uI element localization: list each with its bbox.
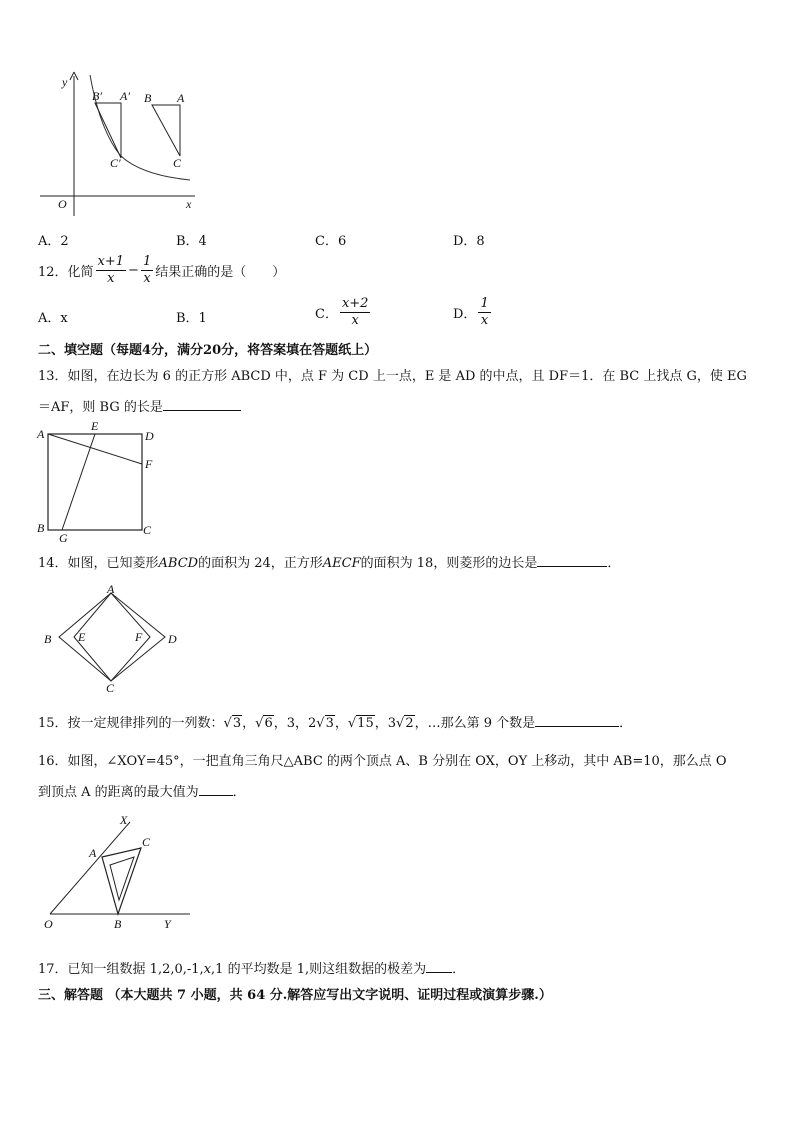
q17-variable-x: x — [203, 962, 212, 977]
q11-option-b: B．4 — [176, 234, 207, 249]
fig13-label-e: E — [91, 419, 99, 433]
q15-answer-blank — [535, 714, 619, 727]
fig13-label-b: B — [37, 521, 45, 535]
q12-option-d-fraction — [478, 296, 490, 329]
q11-option-c: C．6 — [315, 234, 347, 249]
radical-sign: √ — [347, 716, 357, 731]
q15-term-6 — [396, 716, 415, 731]
q12-f1-numerator: x+1 — [97, 254, 125, 269]
q15-term-2-radicand: 6 — [264, 716, 273, 731]
q15-term-2 — [255, 716, 274, 731]
q12-c-numerator: x+2 — [341, 296, 369, 311]
section-3-heading: 三、解答题 （本大题共 7 小题，共 64 分.解答应写出文字说明、证明过程或演算步骤.） — [38, 988, 552, 1003]
q13-line-1: 13．如图，在边长为 6 的正方形 ABCD 中，点 F 为 CD 上一点，E 是 AD 的中点，且 DF＝1．在 BC 上找点 G，使 EG — [38, 369, 747, 384]
q12-d-numerator: 1 — [480, 296, 489, 311]
q12-option-c-fraction — [340, 296, 371, 329]
q15-term-4 — [316, 716, 335, 731]
q15-term-4-radicand: 3 — [325, 716, 334, 731]
q11-option-a: A．2 — [38, 234, 69, 249]
fig11-label-cp: C′ — [110, 156, 121, 170]
fig13-label-c: C — [143, 523, 152, 537]
fig13-label-a: A — [37, 427, 45, 441]
fig14-label-f: F — [135, 630, 143, 644]
section-2-heading: 二、填空题（每题4分，满分20分，将答案填在答题纸上） — [38, 343, 378, 358]
q12-tail: 结果正确的是（ ） — [155, 265, 286, 280]
q13-answer-blank — [163, 398, 241, 411]
q14-question — [38, 552, 620, 571]
q17-question — [38, 958, 465, 977]
radical-sign: √ — [255, 716, 264, 731]
q16-answer-blank — [199, 783, 233, 796]
fig16-label-x: X — [120, 813, 128, 827]
q13-line-2 — [38, 396, 241, 415]
fig14-label-b: B — [44, 632, 52, 646]
fig11-label-a: A — [177, 91, 185, 105]
q15-prefix: 15．按一定规律排列的一列数： — [38, 716, 224, 731]
q13-line-2-text: ＝AF，则 BG 的长是 — [38, 400, 163, 415]
q12-f2-numerator: 1 — [142, 254, 152, 269]
q12-minus: − — [128, 263, 139, 278]
q16-line-2 — [38, 781, 246, 800]
fig11-label-c: C — [173, 156, 182, 170]
fig16-label-a: A — [89, 846, 97, 860]
fig14-label-d: D — [168, 632, 177, 646]
q12-c-denominator: x — [351, 313, 359, 328]
fig14-label-e: E — [78, 630, 86, 644]
q17-prefix: 17．已知一组数据 1,2,0,-1, — [38, 962, 204, 977]
fig13-label-g: G — [59, 531, 68, 545]
q15-end: ． — [619, 716, 633, 731]
q12-f2-denominator: x — [143, 271, 151, 286]
q16-line-2-text: 到顶点 A 的距离的最大值为 — [38, 785, 199, 800]
fig11-label-b: B — [144, 91, 152, 105]
q15-question — [38, 712, 632, 731]
q14-abcd: ABCD — [158, 556, 199, 571]
q15-term-1-radicand: 3 — [232, 716, 242, 731]
fig16-label-o: O — [44, 917, 53, 931]
q12-question — [38, 254, 285, 287]
fig13-label-d: D — [145, 429, 154, 443]
radical-sign: √ — [316, 716, 325, 731]
q13-figure — [35, 420, 165, 545]
q11-figure — [30, 70, 210, 220]
fig11-label-bp: B′ — [92, 89, 102, 103]
fig11-label-y: y — [62, 75, 68, 89]
q16-figure — [40, 812, 200, 937]
q15-term-5 — [348, 716, 375, 731]
q12-f1-denominator: x — [107, 271, 115, 286]
q15-separator-2: ，3， — [273, 716, 308, 731]
q15-term-6-radicand: 2 — [405, 716, 414, 731]
q17-end: ． — [452, 962, 466, 977]
q15-term-1 — [224, 716, 243, 731]
q11-option-d: D．8 — [453, 234, 485, 249]
q15-separator-1: ， — [242, 716, 256, 731]
q12-fraction-2 — [141, 254, 153, 287]
fig13-label-f: F — [145, 457, 153, 471]
q15-separator-4: ， — [374, 716, 388, 731]
q12-option-a: A．x — [38, 311, 68, 326]
q15-term-4-coefficient: 2 — [308, 716, 317, 731]
q12-option-b: B．1 — [176, 311, 207, 326]
radical-sign: √ — [223, 716, 232, 731]
q12-prefix: 12．化简 — [38, 265, 94, 280]
q14-answer-blank — [537, 554, 607, 567]
q14-aecf: AECF — [322, 556, 361, 571]
fig16-label-y: Y — [164, 917, 171, 931]
q15-separator-3: ， — [334, 716, 348, 731]
q14-prefix: 14．如图，已知菱形 — [38, 556, 159, 571]
fig14-label-c: C — [106, 681, 115, 695]
q14-middle: 的面积为 24，正方形 — [198, 556, 323, 571]
q14-figure — [40, 582, 185, 695]
q17-post: ,1 的平均数是 1,则这组数据的极差为 — [211, 962, 427, 977]
q14-post: 的面积为 18，则菱形的边长是 — [360, 556, 538, 571]
fig11-label-ap: A′ — [120, 89, 130, 103]
q12-option-d-label: D． — [453, 307, 477, 322]
q15-term-6-coefficient: 3 — [387, 716, 397, 731]
q16-end: ． — [232, 785, 246, 800]
q12-fraction-1 — [96, 254, 127, 287]
q15-post: ，…那么第 9 个数是 — [414, 716, 536, 731]
q16-line-1: 16．如图，∠XOY=45°，一把直角三角尺△ABC 的两个顶点 A、B 分别在 OX，OY 上移动，其中 AB=10，那么点 O — [38, 754, 727, 769]
q14-end: ． — [607, 556, 621, 571]
fig16-label-b: B — [114, 917, 122, 931]
fig14-label-a: A — [107, 582, 115, 596]
q12-d-denominator: x — [480, 313, 489, 328]
q12-option-c — [315, 296, 372, 329]
q15-term-5-radicand: 15 — [357, 716, 374, 731]
q12-option-c-label: C． — [315, 307, 338, 322]
fig16-label-c: C — [142, 835, 151, 849]
radical-sign: √ — [396, 716, 405, 731]
q12-option-d — [453, 296, 493, 329]
fig11-label-x: x — [186, 197, 192, 211]
q17-answer-blank — [426, 960, 452, 973]
fig11-label-o: O — [58, 197, 67, 211]
